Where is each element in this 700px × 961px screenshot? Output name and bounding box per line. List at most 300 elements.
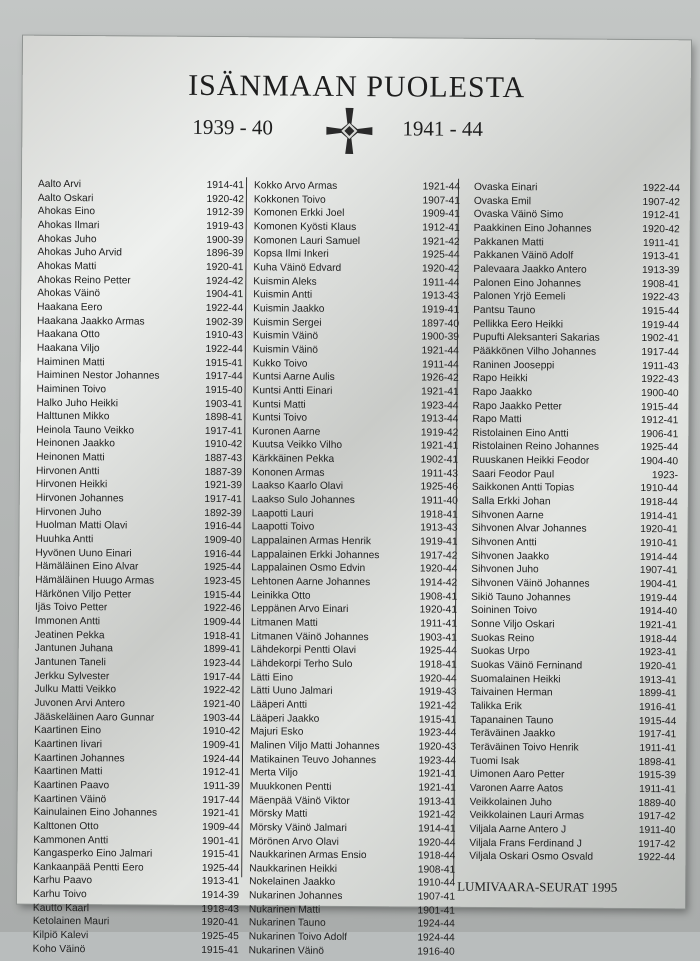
person-name: Jerkku Sylvester <box>34 670 110 682</box>
name-entry <box>249 835 455 850</box>
person-name: Ahokas Reino Petter <box>37 274 131 287</box>
life-years: 1912-39 <box>206 207 244 219</box>
life-years: 1919-41 <box>420 536 458 548</box>
memorial-plaque <box>17 36 691 958</box>
person-name: Mörönen Arvo Olavi <box>249 835 339 848</box>
name-entry <box>36 451 242 466</box>
life-years: 1900-40 <box>641 387 679 400</box>
name-entry <box>38 205 244 220</box>
life-years: 1918-43 <box>201 903 239 915</box>
name-entry <box>470 741 676 756</box>
name-entry <box>38 178 244 193</box>
life-years: 1917-42 <box>637 838 676 850</box>
name-entry <box>252 507 458 522</box>
life-years: 1916-44 <box>204 521 242 533</box>
life-years: 1915-40 <box>205 384 243 397</box>
life-years: 1923-45 <box>203 575 242 588</box>
life-years: 1915-41 <box>201 944 239 956</box>
name-entry <box>37 314 243 329</box>
person-name: Kaartinen Paavo <box>33 779 110 792</box>
person-name: Nukarinen Matti <box>248 904 321 916</box>
life-years: 1919-43 <box>206 220 244 233</box>
name-entry <box>471 672 677 687</box>
name-entry <box>36 465 242 480</box>
life-years: 1921-41 <box>202 808 240 820</box>
life-years: 1921-42 <box>418 700 457 712</box>
name-entry <box>472 413 678 428</box>
person-name: Ahokas Matti <box>37 260 97 273</box>
person-name: Jääskeläinen Aaro Gunnar <box>34 711 155 724</box>
life-years: 1922-43 <box>641 374 679 386</box>
life-years: 1918-44 <box>639 633 677 645</box>
person-name: Nukarinen Toivo Adolf <box>248 931 348 944</box>
plaque-title: ISÄNMAAN PUOLESTA <box>188 68 526 105</box>
name-entry <box>474 181 680 196</box>
life-years: 1922-42 <box>203 685 241 697</box>
name-entry <box>251 644 457 659</box>
life-years: 1923-44 <box>418 727 457 739</box>
name-entry <box>36 492 242 507</box>
person-name: Rapo Jaakko <box>472 386 533 399</box>
life-years: 1914-41 <box>206 179 245 192</box>
name-entry <box>38 191 244 206</box>
name-entry <box>35 546 241 561</box>
life-years: 1924-44 <box>417 918 455 931</box>
name-entry <box>34 683 240 698</box>
person-name: Lehtonen Aarne Johannes <box>251 576 371 589</box>
life-years: 1911-41 <box>642 237 680 249</box>
name-entry <box>35 656 241 671</box>
person-name: Uimonen Aaro Petter <box>469 769 565 781</box>
life-years: 1911-40 <box>421 495 458 507</box>
life-years: 1920-41 <box>640 524 678 536</box>
plaque-footer: LUMIVAARA-SEURAT 1995 <box>457 878 618 895</box>
person-name: Sihvonen Alvar Johannes <box>471 523 587 536</box>
person-name: Viljala Oskari Osmo Osvald <box>469 850 594 863</box>
name-entry <box>470 686 676 701</box>
person-name: Ruuskanen Heikki Feodor <box>472 454 590 467</box>
person-name: Sihvonen Juho <box>471 564 539 576</box>
person-name: Ovaska Emil <box>473 195 532 207</box>
life-years: 1922-44 <box>205 343 243 356</box>
life-years: 1923-44 <box>203 657 241 670</box>
person-name: Teräväinen Jaakko <box>470 728 556 740</box>
life-years: 1917-42 <box>638 811 676 823</box>
name-entry <box>253 275 459 290</box>
life-years: 1911-41 <box>420 618 457 630</box>
name-entry <box>254 207 460 222</box>
name-entry <box>473 290 679 305</box>
years-continuation-war: 1941 - 44 <box>402 116 483 141</box>
life-years: 1913-41 <box>201 876 240 888</box>
name-entry <box>473 276 679 291</box>
name-entry <box>34 710 240 725</box>
life-years: 1925-44 <box>419 645 457 658</box>
name-entry <box>251 630 457 645</box>
name-entry <box>250 753 456 768</box>
name-entry <box>33 874 239 889</box>
name-entry <box>474 208 680 223</box>
person-name: Kaartinen Matti <box>33 765 103 778</box>
person-name: Nukarinen Väinö <box>248 945 325 957</box>
life-years: 1921-41 <box>418 768 456 780</box>
life-years: 1924-42 <box>205 275 244 287</box>
person-name: Kuismin Sergei <box>253 316 322 329</box>
name-entry <box>471 631 677 646</box>
name-entry <box>472 454 678 469</box>
life-years: 1902-41 <box>641 333 679 345</box>
person-name: Ahokas Eino <box>37 206 96 218</box>
name-entry <box>253 357 459 372</box>
person-name: Lappalainen Erkki Johannes <box>251 549 380 561</box>
person-name: Nukarinen Tauno <box>248 917 326 930</box>
name-entry <box>34 806 240 821</box>
person-name: Ijäs Toivo Petter <box>35 602 108 614</box>
life-years: 1923-44 <box>421 399 459 412</box>
person-name: Heinola Tauno Veikko <box>36 424 135 437</box>
name-entry <box>472 399 678 414</box>
person-name: Kukko Toivo <box>252 357 308 370</box>
person-name: Naukkarinen Heikki <box>249 863 338 875</box>
life-years: 1920-44 <box>419 673 457 685</box>
life-years: 1914-41 <box>418 823 456 835</box>
name-entry <box>37 273 243 288</box>
life-years: 1920-44 <box>419 563 458 576</box>
name-entry <box>473 331 679 346</box>
person-name: Kalttonen Otto <box>33 820 99 833</box>
life-years: 1900-39 <box>206 234 244 246</box>
person-name: Jantunen Juhana <box>34 643 113 655</box>
life-years: 1920-43 <box>418 741 457 753</box>
life-years: 1911-44 <box>422 359 459 371</box>
life-years: 1914-42 <box>419 577 458 589</box>
person-name: Komonen Lauri Samuel <box>253 234 361 247</box>
person-name: Lappalainen Osmo Edvin <box>251 562 366 575</box>
person-name: Ahokas Juho Arvid <box>37 247 122 259</box>
name-entry <box>253 248 459 263</box>
life-years: 1889-40 <box>638 797 676 809</box>
person-name: Karhu Toivo <box>33 888 87 901</box>
name-entry <box>35 601 241 616</box>
person-name: Rapo Jaakko Petter <box>472 400 562 412</box>
name-entry <box>249 876 455 891</box>
person-name: Kuronen Aarne <box>252 426 321 438</box>
life-years: 1921-42 <box>418 809 456 821</box>
name-entry <box>472 468 678 483</box>
person-name: Kuismin Väinö <box>252 330 319 342</box>
names-column-1 <box>33 178 244 958</box>
person-name: Ovaska Einari <box>473 181 538 194</box>
life-years: 1917-44 <box>203 671 241 683</box>
name-entry <box>474 235 680 250</box>
person-name: Kankaanpää Pentti Eero <box>33 861 144 874</box>
name-entry <box>249 821 455 836</box>
name-entry <box>250 766 456 781</box>
life-years: 1915-41 <box>205 357 243 369</box>
person-name: Kopsa Ilmi Inkeri <box>253 248 329 261</box>
life-years: 1915-44 <box>638 715 677 727</box>
name-entry <box>252 480 458 495</box>
name-entry <box>34 738 240 753</box>
name-entry <box>470 727 676 742</box>
life-years: 1914-40 <box>639 606 678 618</box>
name-entry <box>252 411 458 426</box>
life-years: 1925-46 <box>420 481 458 494</box>
name-entry <box>253 370 459 385</box>
person-name: Ahokas Juho <box>37 233 97 245</box>
name-entry <box>472 522 678 537</box>
person-name: Sikiö Tauno Johannes <box>471 591 571 604</box>
person-name: Ahokas Ilmari <box>37 219 100 232</box>
person-name: Heinonen Jaakko <box>36 438 115 450</box>
name-entry <box>250 794 456 809</box>
person-name: Sihvonen Jaakko <box>471 550 550 563</box>
life-years: 1910-44 <box>417 877 456 890</box>
life-years: 1913-39 <box>641 264 680 277</box>
life-years: 1910-43 <box>205 330 243 342</box>
life-years: 1906-41 <box>640 428 679 441</box>
person-name: Hirvonen Juho <box>35 506 102 518</box>
person-name: Kaartinen Väinö <box>33 793 107 805</box>
person-name: Komonen Kyösti Klaus <box>253 221 357 233</box>
person-name: Kuntsi Aarne Aulis <box>252 371 335 384</box>
person-name: Taivainen Herman <box>470 687 553 699</box>
life-years: 1913-41 <box>418 795 456 808</box>
life-years: 1899-41 <box>203 644 241 656</box>
life-years: 1916-41 <box>638 701 677 714</box>
name-entry <box>36 437 242 452</box>
person-name: Leinikka Otto <box>251 589 311 602</box>
person-name: Halttunen Mikko <box>36 410 110 423</box>
person-name: Kautto Kaarl <box>32 902 90 914</box>
name-entry <box>469 836 675 851</box>
name-entry <box>250 712 456 727</box>
name-entry <box>249 848 455 863</box>
person-name: Hyvönen Uuno Einari <box>35 547 132 560</box>
person-name: Kammonen Antti <box>33 834 109 846</box>
life-years: 1904-40 <box>640 456 679 468</box>
life-years: 1925-44 <box>422 249 460 262</box>
person-name: Kainulainen Eino Johannes <box>33 806 158 819</box>
life-years: 1923-44 <box>418 755 457 767</box>
life-years: 1921-41 <box>421 386 459 398</box>
name-entry <box>249 889 455 904</box>
person-name: Hirvonen Johannes <box>35 492 124 505</box>
name-entry <box>37 342 243 357</box>
life-years: 1922-44 <box>205 302 244 315</box>
name-entry <box>34 779 240 794</box>
person-name: Sihvonen Antti <box>471 536 537 549</box>
life-years: 1887-43 <box>204 453 243 465</box>
person-name: Haiminen Toivo <box>36 383 107 396</box>
name-entry <box>35 560 241 575</box>
life-years: 1920-41 <box>205 261 244 274</box>
person-name: Saikkonen Antti Topias <box>471 482 575 494</box>
name-entry <box>471 536 677 551</box>
life-years: 1908-41 <box>417 864 456 876</box>
name-entry <box>252 466 458 481</box>
life-years: 1919-44 <box>641 319 680 331</box>
person-name: Hämäläinen Huugo Armas <box>35 574 155 587</box>
person-name: Jeatinen Pekka <box>34 629 105 641</box>
name-entry <box>253 261 459 276</box>
name-entry <box>36 424 242 439</box>
life-years: 1912-41 <box>202 767 240 779</box>
name-entry <box>35 669 241 684</box>
person-name: Laakso Sulo Johannes <box>251 494 355 507</box>
name-entry <box>34 765 240 780</box>
name-entry <box>254 220 460 235</box>
life-years: 1920-41 <box>201 917 239 929</box>
name-entry <box>35 628 241 643</box>
names-column-2 <box>249 179 460 959</box>
life-years: 1921-39 <box>204 480 242 492</box>
name-entry <box>254 179 460 194</box>
person-name: Pupufti Aleksanteri Sakarias <box>472 332 600 344</box>
person-name: Komonen Erkki Joel <box>253 207 345 220</box>
person-name: Kuutsa Veikko Vilho <box>252 439 343 452</box>
life-years: 1911-41 <box>639 742 677 755</box>
person-name: Huolman Matti Olavi <box>35 520 128 532</box>
name-entry <box>251 589 457 604</box>
name-entry <box>473 317 679 332</box>
life-years: 1909-40 <box>204 535 242 547</box>
person-name: Sonne Viljo Oskari <box>470 618 555 631</box>
person-name: Kononen Armas <box>251 467 325 479</box>
life-years: 1910-42 <box>204 439 243 451</box>
person-name: Koho Väinö <box>32 943 86 955</box>
life-years: 1909-41 <box>422 208 460 221</box>
person-name: Hämäläinen Eino Alvar <box>35 561 139 573</box>
person-name: Halko Juho Heikki <box>36 397 119 409</box>
name-entry <box>470 795 676 810</box>
name-entry <box>473 263 679 278</box>
name-entry <box>250 685 456 700</box>
life-years: 1919-42 <box>420 427 459 439</box>
life-years: 1900-39 <box>421 331 459 343</box>
person-name: Hirvonen Heikki <box>35 479 108 491</box>
name-entry <box>37 246 243 261</box>
life-years: 1920-41 <box>639 660 677 673</box>
life-years: 1898-41 <box>638 756 677 768</box>
name-entry <box>470 713 676 728</box>
person-name: Suomalainen Heikki <box>470 673 561 686</box>
name-entry <box>473 345 679 360</box>
name-entry <box>249 917 455 932</box>
name-entry <box>37 301 243 316</box>
life-years: 1914-39 <box>201 890 240 902</box>
life-years: 1917-42 <box>419 550 458 562</box>
name-entry <box>249 862 455 877</box>
name-entry <box>34 751 240 766</box>
person-name: Litmanen Matti <box>250 617 318 629</box>
name-entry <box>472 440 678 455</box>
person-name: Lääperi Jaakko <box>250 712 320 725</box>
life-years: 1912-41 <box>642 210 680 222</box>
name-entry <box>35 587 241 602</box>
name-entry <box>35 574 241 589</box>
person-name: Matikainen Teuvo Johannes <box>249 753 377 766</box>
name-entry <box>473 386 679 401</box>
person-name: Lähdekorpi Terho Sulo <box>250 658 353 670</box>
name-entry <box>474 194 680 209</box>
life-years: 1897-40 <box>421 318 460 330</box>
person-name: Viljala Frans Ferdinand J <box>469 837 582 850</box>
person-name: Kuismin Aleks <box>253 275 317 288</box>
person-name: Viljala Aarne Antero J <box>469 823 567 836</box>
name-entry <box>37 355 243 370</box>
life-years: 1909-44 <box>202 821 240 834</box>
life-years: 1923-41 <box>639 647 677 659</box>
life-years: 1913-44 <box>420 413 459 425</box>
person-name: Ristolainen Eino Antti <box>472 427 569 440</box>
life-years: 1907-41 <box>422 195 460 207</box>
name-entry <box>249 944 455 959</box>
life-years: 1908-41 <box>641 278 680 290</box>
person-name: Julku Matti Veikko <box>34 684 117 696</box>
name-entry <box>251 657 457 672</box>
life-years: 1918-41 <box>203 630 241 642</box>
person-name: Lähdekorpi Pentti Olavi <box>250 644 357 657</box>
name-entry <box>251 534 457 549</box>
name-entry <box>36 519 242 534</box>
life-years: 1902-41 <box>420 454 459 466</box>
life-years: 1913-43 <box>421 290 460 302</box>
life-years: 1913-41 <box>642 251 680 263</box>
person-name: Kokko Arvo Armas <box>253 180 338 192</box>
life-years: 1902-39 <box>205 316 244 328</box>
person-name: Litmanen Väinö Johannes <box>250 630 369 643</box>
person-name: Pakkanen Matti <box>473 236 544 248</box>
name-entry <box>35 533 241 548</box>
name-entry <box>472 495 678 510</box>
person-name: Ahokas Väinö <box>37 288 101 300</box>
person-name: Aalto Arvi <box>37 178 82 191</box>
name-entry <box>34 724 240 739</box>
person-name: Varonen Aarre Aatos <box>469 782 564 795</box>
name-entry <box>470 809 676 824</box>
name-entry <box>251 671 457 686</box>
life-years: 1918-41 <box>419 659 457 671</box>
life-years: 1919-41 <box>421 304 460 316</box>
life-years: 1921-44 <box>421 345 459 357</box>
life-years: 1920-44 <box>417 836 456 849</box>
person-name: Salla Erkki Johan <box>471 495 551 508</box>
person-name: Tapanainen Tauno <box>470 714 554 726</box>
life-years: 1910-41 <box>640 538 678 550</box>
person-name: Teräväinen Toivo Henrik <box>470 741 579 754</box>
life-years: 1903-41 <box>419 632 457 644</box>
name-entry <box>469 823 675 838</box>
name-entry <box>252 493 458 508</box>
name-entry <box>33 861 239 876</box>
life-years: 1912-41 <box>422 222 460 234</box>
name-entry <box>36 506 242 521</box>
life-years: 1921-44 <box>422 181 461 193</box>
person-name: Jantunen Taneli <box>34 656 106 669</box>
name-entry <box>253 384 459 399</box>
life-years: 1923- <box>651 469 679 482</box>
name-entry <box>35 615 241 630</box>
name-entry <box>35 642 241 657</box>
life-years: 1921-41 <box>420 440 459 453</box>
life-years: 1914-41 <box>640 510 678 523</box>
person-name: Haakana Viljo <box>36 342 100 355</box>
name-entry <box>33 902 239 917</box>
person-name: Pellikka Eero Heikki <box>472 318 564 331</box>
life-years: 1909-41 <box>202 739 241 752</box>
person-name: Hirvonen Antti <box>35 465 100 478</box>
